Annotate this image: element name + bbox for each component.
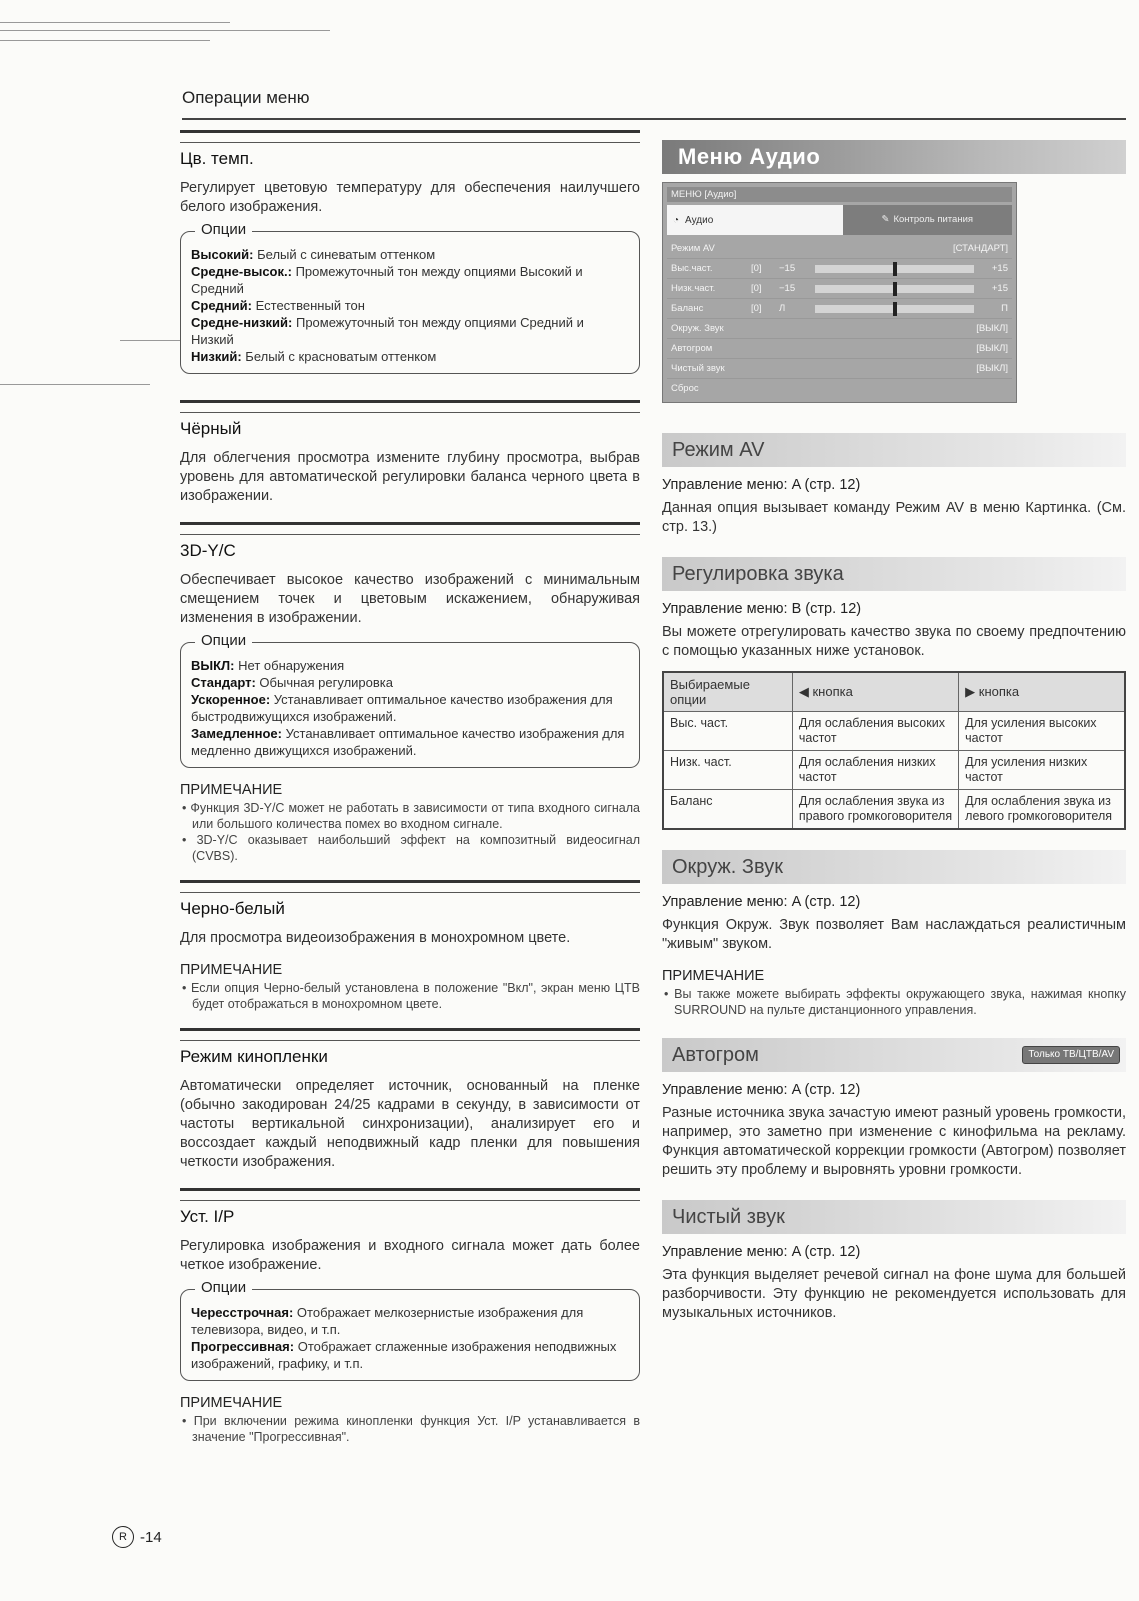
option-line: Ускоренное: Устанавливает оптимальное качество изображения для быстродвижущихся изображений.: [191, 692, 613, 724]
osd-tab-audio: ◔ Аудио: [667, 205, 843, 235]
table-cell: Для ослабления звука из правого громкоговорителя: [792, 790, 958, 830]
section-av-mode: [662, 433, 1126, 537]
option-line: Замедленное: Устанавливает оптимальное качество изображения для медленно движущихся изображений.: [191, 726, 625, 758]
osd-slider: [815, 305, 974, 313]
osd-slider-knob: [893, 282, 897, 296]
page-number-text: -14: [140, 1528, 162, 1546]
section-title: Уст. I/P: [180, 1207, 235, 1226]
right-column: [662, 140, 1126, 1323]
section-rule: [180, 1028, 640, 1041]
section-title: 3D-Y/C: [180, 541, 236, 560]
table-cell: Для ослабления низких частот: [792, 751, 958, 790]
scan-line: [0, 22, 230, 23]
option-line: Средне-низкий: Промежуточный тон между опциями Средний и Низкий: [191, 315, 584, 347]
osd-screenshot: [662, 182, 1017, 403]
table-cell: Для усиления низких частот: [959, 751, 1125, 790]
section-color-temp: [180, 130, 640, 374]
options-title: Опции: [195, 1279, 252, 1296]
option-line: Средний: Естественный тон: [191, 298, 365, 313]
note-title: ПРИМЕЧАНИЕ: [662, 968, 765, 984]
note-item: • При включении режима кинопленки функция Уст. I/P устанавливается в значение "Прогрессивная".: [182, 1414, 640, 1444]
menu-control: Управление меню: A (стр. 12): [662, 1082, 861, 1098]
option-line: Средне-высок.: Промежуточный тон между опциями Высокий и Средний: [191, 264, 583, 296]
table-header-row: [663, 672, 1125, 712]
scan-line: [0, 30, 330, 31]
note-item: • Функция 3D-Y/C может не работать в зависимости от типа входного сигнала или большого количества помех во входном сигнале.: [182, 801, 640, 831]
section-ip: [180, 1188, 640, 1445]
osd-row: Сброс: [671, 383, 699, 394]
note-item: • Вы также можете выбирать эффекты окружающего звука, нажимая кнопку SURROUND на пульте дистанционного управления.: [664, 987, 1126, 1017]
osd-row: Окруж. Звук [ВЫКЛ]: [667, 319, 1012, 339]
section-body: Для просмотра видеоизображения в монохромном цвете.: [180, 930, 571, 946]
osd-slider-knob: [893, 262, 897, 276]
section-title: Окруж. Звук: [662, 850, 1126, 884]
sound-adjust-table: [662, 671, 1126, 830]
section-body: Регулирует цветовую температуру для обеспечения наилучшего белого изображения.: [180, 180, 640, 215]
section-body: Для облегчения просмотра измените глубину просмотра, выбрав уровень для автоматической регулировки баланса черного цвета в изображении.: [180, 450, 640, 504]
header-rule: [182, 118, 1126, 120]
section-body: Функция Окруж. Звук позволяет Вам наслаждаться реалистичным "живым" звуком.: [662, 917, 1126, 952]
option-line: Низкий: Белый с красноватым оттенком: [191, 349, 437, 364]
section-body: Автоматически определяет источник, основанный на пленке (обычно закодирован 24/25 кадрами в секунду, в зависимости от частоты вертикальной синхронизации), анализирует его и воссоздает каждый неподвижный кадр пленки для повышения четкости изображения.: [180, 1078, 640, 1170]
osd-tab-power: ✎ Контроль питания: [843, 205, 1013, 235]
table-cell: Баланс: [663, 790, 792, 830]
options-box: [180, 221, 640, 374]
osd-tabs: [667, 205, 1012, 235]
section-3dyc: [180, 522, 640, 864]
option-line: Стандарт: Обычная регулировка: [191, 675, 393, 690]
section-rule: [180, 130, 640, 143]
section-surround: [662, 850, 1126, 1018]
option-line: Чересстрочная: Отображает мелкозернистые изображения для телевизора, видео, и т.п.: [191, 1305, 584, 1337]
language-circle-icon: R: [112, 1526, 134, 1548]
section-title: Автогром Только ТВ/ЦТВ/AV: [662, 1038, 1126, 1072]
osd-row: Выс.част. [0] −15 +15: [667, 259, 1012, 279]
section-body: Обеспечивает высокое качество изображений с минимальным смещением точек и цветовым искажением, обнаруживая изменения в изображении.: [180, 572, 640, 626]
note-item: • Если опция Черно-белый установлена в положение "Вкл", экран меню ЦТВ будет отображаться в монохромном цвете.: [182, 981, 640, 1011]
table-row: [663, 790, 1125, 830]
section-body: Данная опция вызывает команду Режим AV в меню Картинка. (См. стр. 13.): [662, 500, 1126, 535]
scan-line: [0, 384, 150, 385]
audio-menu-banner: Меню Аудио: [662, 140, 1126, 174]
menu-control: Управление меню: A (стр. 12): [662, 477, 861, 493]
section-title: Режим AV: [662, 433, 1126, 467]
table-header: ▶ кнопка: [959, 672, 1125, 712]
note-title: ПРИМЕЧАНИЕ: [180, 782, 283, 798]
section-autovolume: [662, 1038, 1126, 1180]
menu-control: Управление меню: A (стр. 12): [662, 894, 861, 910]
options-title: Опции: [195, 632, 252, 649]
section-title: Регулировка звука: [662, 557, 1126, 591]
section-title: Чистый звук: [662, 1200, 1126, 1234]
osd-breadcrumb: МЕНЮ [Аудио]: [667, 187, 1012, 202]
osd-row: Автогром [ВЫКЛ]: [667, 339, 1012, 359]
section-title: Чёрный: [180, 419, 242, 438]
section-body: Регулировка изображения и входного сигнала может дать более четкое изображение.: [180, 1238, 640, 1273]
table-cell: Выс. част.: [663, 712, 792, 751]
table-cell: Низк. част.: [663, 751, 792, 790]
section-clear-voice: [662, 1200, 1126, 1323]
tv-only-badge: Только ТВ/ЦТВ/AV: [1022, 1046, 1120, 1064]
speaker-icon: ◔: [673, 214, 680, 226]
scan-line: [120, 340, 180, 341]
table-cell: Для усиления высоких частот: [959, 712, 1125, 751]
options-box: [180, 1279, 640, 1381]
page-header: Операции меню: [182, 88, 310, 107]
osd-row: Чистый звук [ВЫКЛ]: [667, 359, 1012, 379]
osd-slider: [815, 285, 974, 293]
plug-icon: ✎: [881, 214, 890, 225]
option-line: Высокий: Белый с синеватым оттенком: [191, 247, 436, 262]
options-title: Опции: [195, 221, 252, 238]
section-body: Эта функция выделяет речевой сигнал на фоне шума для большей разборчивости. Эту функцию не рекомендуется использовать для музыкальных источников.: [662, 1267, 1126, 1321]
osd-row: Баланс [0] Л П: [667, 299, 1012, 319]
page-number: [112, 1526, 162, 1548]
section-rule: [180, 522, 640, 535]
section-black: [180, 400, 640, 506]
osd-list: [667, 239, 1012, 398]
table-header: Выбираемые опции: [663, 672, 792, 712]
options-box: [180, 632, 640, 768]
note-title: ПРИМЕЧАНИЕ: [180, 962, 283, 978]
section-title: Черно-белый: [180, 899, 285, 918]
osd-slider: [815, 265, 974, 273]
osd-slider-knob: [893, 302, 897, 316]
option-line: Прогрессивная: Отображает сглаженные изображения неподвижных изображений, графику, и т.п.: [191, 1339, 617, 1371]
section-rule: [180, 400, 640, 413]
left-column: [180, 130, 640, 1445]
section-rule: [180, 880, 640, 893]
table-row: [663, 751, 1125, 790]
section-title: Цв. темп.: [180, 149, 254, 168]
section-film-mode: [180, 1028, 640, 1172]
table-cell: Для ослабления высоких частот: [792, 712, 958, 751]
section-sound-adjust: [662, 557, 1126, 830]
table-row: [663, 712, 1125, 751]
menu-control: Управление меню: B (стр. 12): [662, 601, 862, 617]
section-title: Режим кинопленки: [180, 1047, 328, 1066]
section-bw: [180, 880, 640, 1012]
note-item: • 3D-Y/C оказывает наибольший эффект на композитный видеосигнал (CVBS).: [182, 833, 640, 863]
option-line: ВЫКЛ: Нет обнаружения: [191, 658, 345, 673]
menu-control: Управление меню: A (стр. 12): [662, 1244, 861, 1260]
table-header: ◀ кнопка: [792, 672, 958, 712]
section-body: Вы можете отрегулировать качество звука по своему предпочтению с помощью указанных ниже установок.: [662, 624, 1126, 659]
section-body: Разные источника звука зачастую имеют разный уровень громкости, например, это заметно при изменение с кинофильма на рекламу. Функция автоматической коррекции громкости (Автогром) позволяет решить эту проблему и выровнять уровни громкости.: [662, 1105, 1126, 1178]
table-cell: Для ослабления звука из левого громкоговорителя: [959, 790, 1125, 830]
osd-row: Низк.част. [0] −15 +15: [667, 279, 1012, 299]
scan-line: [0, 40, 210, 41]
section-rule: [180, 1188, 640, 1201]
osd-row: Режим AV [СТАНДАРТ]: [667, 239, 1012, 259]
note-title: ПРИМЕЧАНИЕ: [180, 1395, 283, 1411]
